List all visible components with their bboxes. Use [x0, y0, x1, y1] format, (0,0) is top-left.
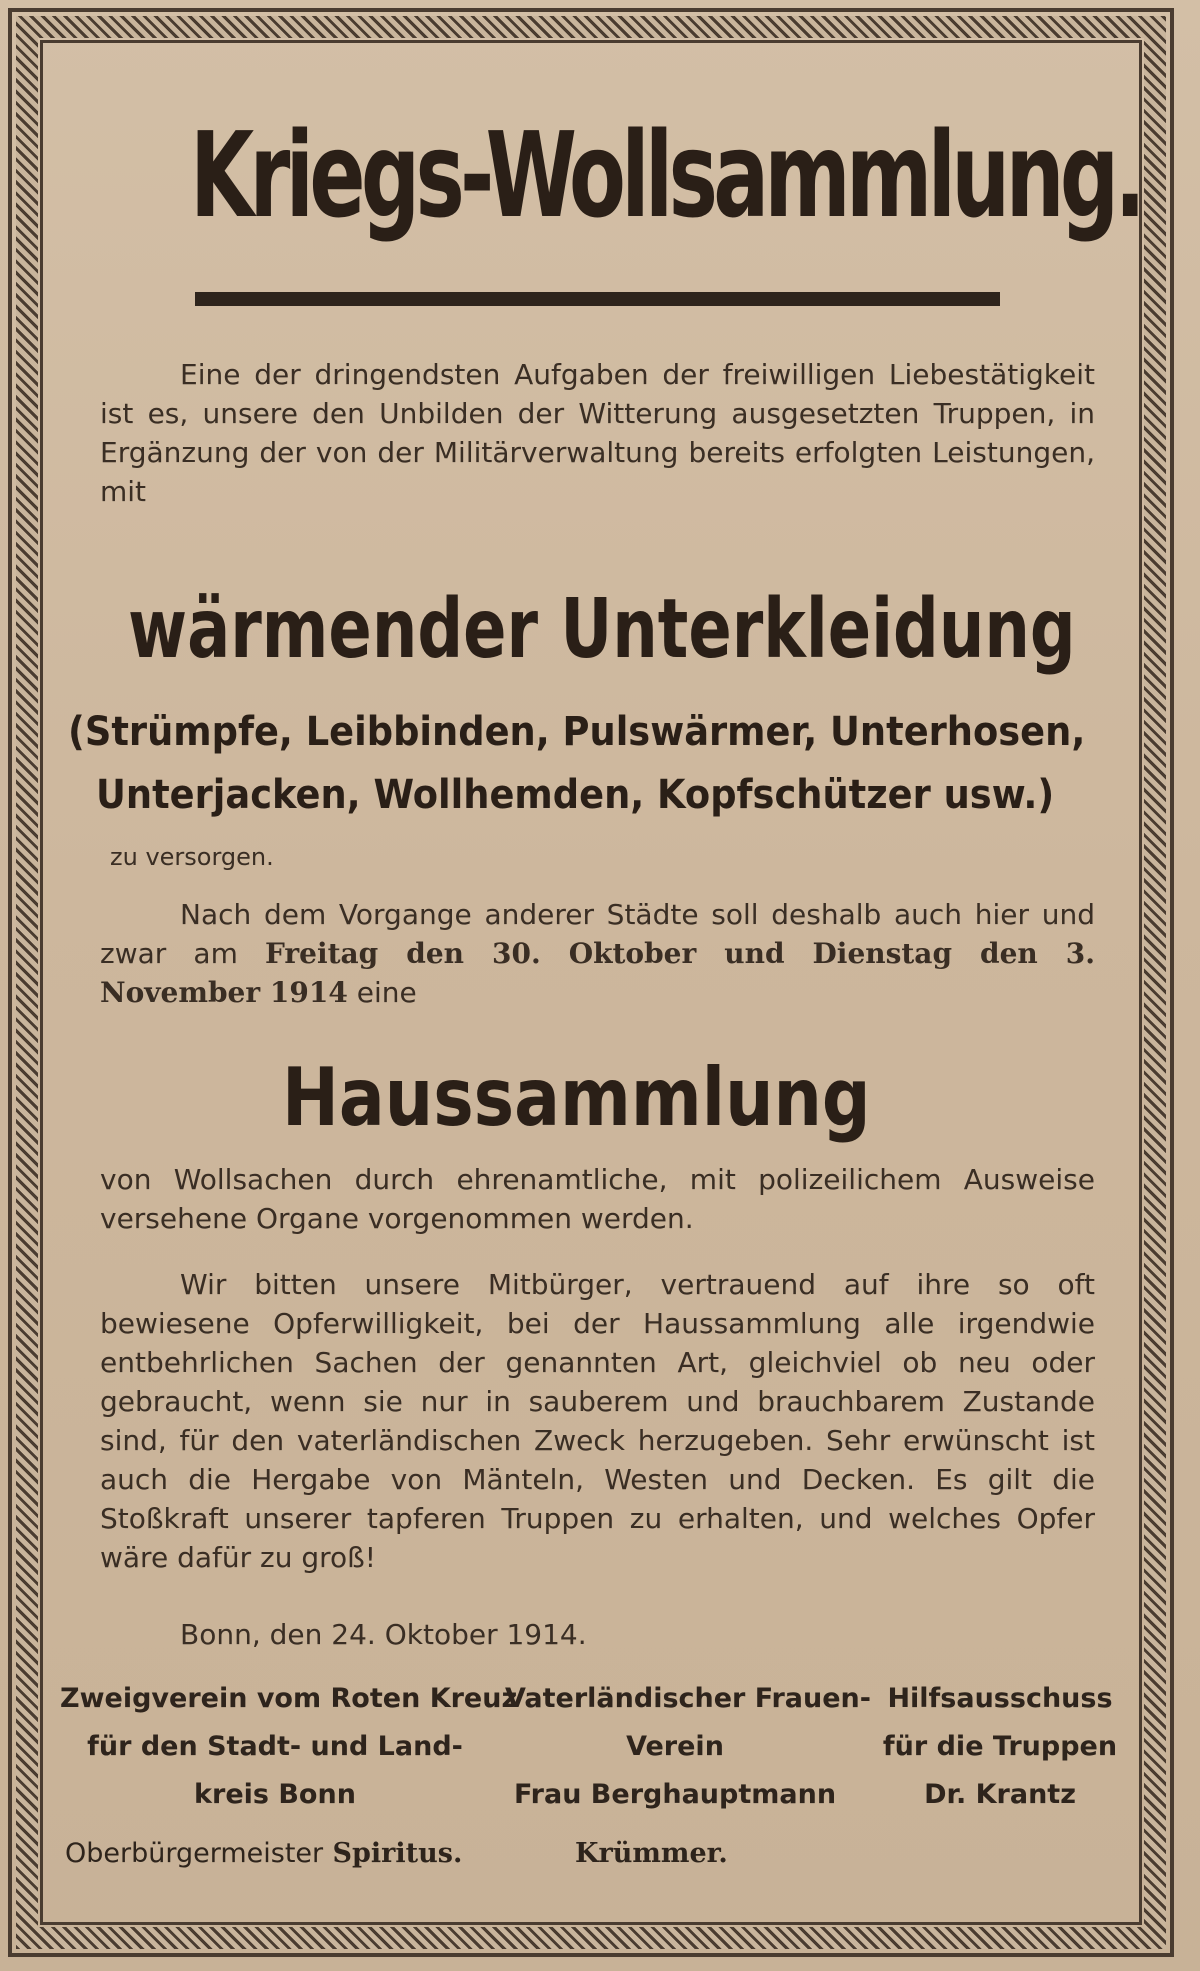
title-underline — [195, 292, 1000, 306]
signatory-womens-association-line-2: Verein — [626, 1731, 724, 1762]
place-date: Bonn, den 24. Oktober 1914. — [180, 1618, 587, 1651]
signatory-red-cross-line-1: Zweigverein vom Roten Kreuz — [60, 1683, 518, 1714]
signatory-aid-committee-line-3: Dr. Krantz — [924, 1779, 1076, 1810]
signatory-kruemmer: Krümmer. — [575, 1838, 728, 1869]
zu-versorgen-text: zu versorgen. — [110, 843, 274, 871]
signatory-red-cross-line-3: kreis Bonn — [194, 1779, 356, 1810]
signatory-womens-association — [505, 1675, 871, 1819]
signatory-womens-association-line-3: Frau Berghauptmann — [513, 1779, 837, 1810]
dates-paragraph-start: Nach dem Vorgange anderer Städte soll deshalb auch hier und zwar am — [100, 898, 1095, 970]
signatory-aid-committee-line-1: Hilfsausschuss — [887, 1683, 1113, 1714]
headline-waermende-unterkleidung: wärmender Unterkleidung — [128, 582, 1076, 677]
signatory-mayor — [65, 1830, 462, 1878]
collection-dates: Freitag den 30. Oktober und Dienstag den 3. November 1914 — [100, 937, 1095, 1009]
signatory-aid-committee — [860, 1675, 1140, 1819]
notice-title: Kriegs-Wollsammlung. — [190, 106, 1142, 244]
signatory-aid-committee-line-2: für die Truppen — [882, 1731, 1118, 1762]
dates-paragraph — [100, 895, 1095, 1012]
organs-paragraph: von Wollsachen durch ehrenamtliche, mit polizeilichem Ausweise versehene Organe vorgenommen werden. — [100, 1163, 1095, 1235]
mayor-name: Spiritus. — [332, 1838, 463, 1869]
intro-paragraph: Eine der dringendsten Aufgaben der freiwilligen Liebestätigkeit ist es, unsere den Unbilden der Witterung ausgesetzten Truppen, in Ergänzung der von der Militärverwaltung bereits erfolgten Leistungen, mit — [100, 358, 1095, 508]
signatory-womens-association-line-1: Vaterländischer Frauen- — [505, 1683, 871, 1714]
signatory-red-cross — [60, 1675, 518, 1819]
dates-paragraph-end: eine — [356, 976, 417, 1009]
mayor-title: Oberbürgermeister — [65, 1838, 324, 1869]
signatory-red-cross-line-2: für den Stadt- und Land- — [87, 1731, 463, 1762]
items-list-line-2: Unterjacken, Wollhemden, Kopfschützer usw.) — [96, 772, 1055, 818]
headline-haussammlung: Haussammlung — [282, 1051, 871, 1144]
items-list-line-1: (Strümpfe, Leibbinden, Pulswärmer, Unterhosen, — [68, 709, 1086, 755]
appeal-paragraph: Wir bitten unsere Mitbürger, vertrauend auf ihre so oft bewiesene Opferwilligkeit, bei der Haussammlung alle irgendwie entbehrlichen Sachen der genannten Art, gleichviel ob neu oder gebraucht, wenn sie nur in sauberem und brauchbarem Zustande sind, für den vaterländischen Zweck herzugeben. Sehr erwünscht ist auch die Hergabe von Mänteln, Westen und Decken. Es gilt die Stoßkraft unserer tapferen Truppen zu erhalten, und welches Opfer wäre dafür zu groß! — [100, 1268, 1095, 1574]
